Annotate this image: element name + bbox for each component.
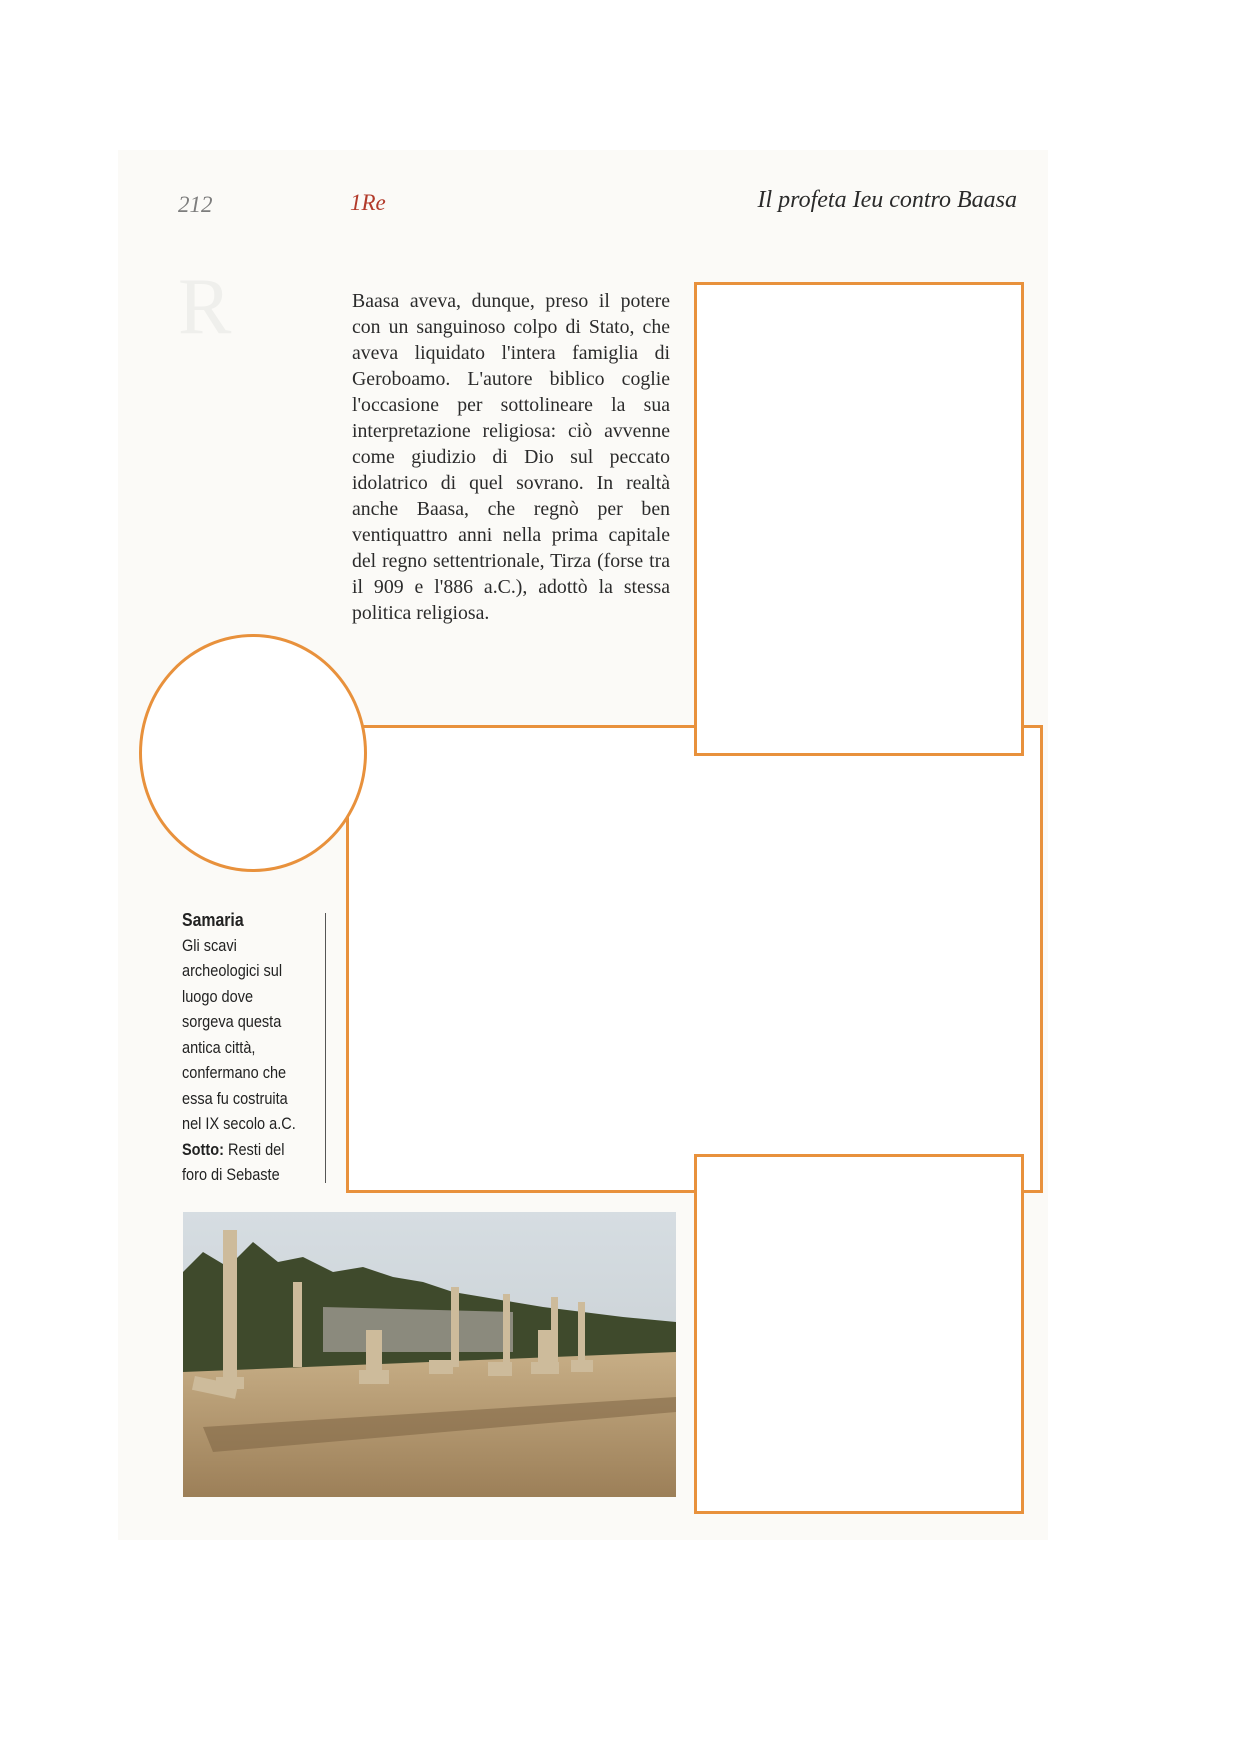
- section-title: Il profeta Ieu contro Baasa: [757, 187, 1017, 213]
- annotation-box-top-right: [694, 282, 1024, 756]
- annotation-circle: [139, 634, 367, 872]
- photo-caption: [182, 908, 296, 1189]
- body-paragraph: Baasa aveva, dunque, preso il potere con un sanguinoso colpo di Stato, che aveva liquidato l'intera famiglia di Geroboamo. L'autore biblico coglie l'occasione per sottolineare la sua interpretazione religiosa: ciò avvenne come giudizio di Dio sul peccato idolatrico di quel sovrano. In realtà anche Baasa, che regnò per ben ventiquattro anni nella prima capitale del regno settentrionale, Tirza (forse tra il 909 e l'886 a.C.), adottò la stessa politica religiosa.: [352, 290, 670, 624]
- page-number: 212: [178, 192, 213, 217]
- annotation-box-wide: [346, 725, 1043, 1193]
- caption-sotto-text: Resti del foro di Sebaste: [182, 1140, 285, 1184]
- annotation-box-bottom-right: [694, 1154, 1024, 1514]
- book-name: 1Re: [350, 190, 386, 215]
- caption-title: Samaria: [182, 910, 244, 930]
- ruins-photo: [183, 1212, 676, 1497]
- caption-text: Gli scavi archeologici sul luogo dove sorgeva questa antica città, confermano che essa fu costruita nel IX secolo a.C.: [182, 936, 296, 1133]
- caption-divider: [325, 913, 326, 1183]
- photo-wall: [323, 1307, 513, 1352]
- caption-sotto-label: Sotto:: [182, 1140, 224, 1159]
- faded-watermark-glyphs: R: [178, 263, 236, 351]
